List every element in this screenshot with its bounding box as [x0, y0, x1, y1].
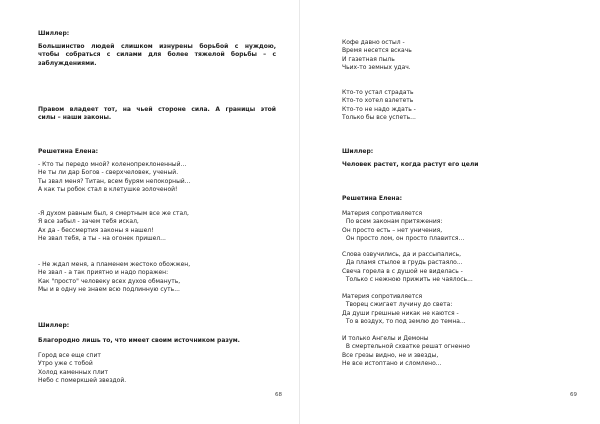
- poem-line: Холод каменных плит: [38, 368, 109, 376]
- poem-line: И газетная пыль: [342, 55, 395, 63]
- author-heading: Решетина Елена:: [342, 195, 403, 202]
- schiller-heading-2: [38, 322, 276, 330]
- author-heading: Шиллер:: [38, 30, 70, 37]
- page-number: 68: [275, 392, 282, 398]
- reshetina-heading-1: [38, 148, 276, 156]
- poem-line: Слова озвучились, да и рассыпались,: [342, 251, 462, 258]
- poem-line: Не звал - а так приятно и надо поражен:: [38, 269, 169, 277]
- poem-line: Ах да - бессмертия законы я нашел!: [38, 226, 154, 234]
- schiller-quote-2: [38, 106, 276, 123]
- poem-stanza-r5: [342, 293, 572, 327]
- poem-line: Он просто лом, он просто плавится...: [342, 235, 465, 243]
- poem-stanza-r3: [342, 210, 572, 244]
- poem-line: Материя сопротивляется: [342, 210, 423, 217]
- poem-line: Кто-то устал страдать: [342, 89, 414, 96]
- poem-line: Творец сжигает лучину до света:: [342, 301, 453, 309]
- quote-line: силы – наши законы.: [38, 114, 112, 122]
- poem-line: По всем законам притяжения:: [342, 218, 443, 226]
- poem-line: В смертельной схватке решат огненно: [342, 343, 470, 351]
- poem-stanza-r4: [342, 251, 572, 285]
- poem-line: Мы и в одну не знаем всю подлинную суть...: [38, 286, 180, 294]
- poem-line: То в воздух, то под землю до темна...: [342, 318, 466, 326]
- poem-line: А как ты робок стал в клетушке золоченой!: [38, 186, 178, 194]
- schiller-heading-1: [38, 30, 276, 38]
- poem-stanza-r1: [342, 39, 572, 73]
- poem-line: Не звал тебя, а ты - на огонек пришел...: [38, 235, 166, 243]
- poem-stanza-r2: [342, 89, 572, 123]
- poem-line: Он просто есть – нет уничения,: [342, 226, 443, 234]
- poem-line: Да пламя стылое в грудь растаяло...: [342, 259, 463, 267]
- poem-line: Не все истоптано и сломлено...: [342, 360, 442, 368]
- poem-stanza-3: [38, 261, 276, 295]
- poem-line: Чьих-то земных удач.: [342, 64, 411, 72]
- poem-line: Не ты ли дар Богов - сверхчеловек, ученый.: [38, 169, 179, 177]
- poem-line: Только с нежною прижить не чаялось...: [342, 276, 473, 284]
- schiller-quote-3: [38, 337, 276, 345]
- poem-line: Свеча горела в с душой не виделась -: [342, 267, 463, 275]
- poem-line: Время несется вскачь: [342, 47, 412, 55]
- poem-line: - Не ждал меня, а пламенем жестоко обожжен,: [38, 261, 191, 268]
- right-page: [300, 0, 600, 424]
- schiller-quote-r: [342, 161, 572, 169]
- author-heading: Шиллер:: [342, 148, 374, 155]
- poem-line: Материя сопротивляется: [342, 293, 423, 300]
- poem-stanza-2: [38, 210, 276, 244]
- poem-line: Утро уже с тобой: [38, 360, 93, 368]
- quote-line: Человек растет, когда растут его цели: [342, 161, 479, 168]
- poem-line: И только Ангелы и Демоны: [342, 335, 429, 342]
- poem-line: Город все еще спит: [38, 352, 101, 359]
- poem-stanza-1: [38, 161, 276, 195]
- quote-line: чтобы собраться с силами для более тяжелой борьбы – с: [38, 51, 276, 59]
- schiller-quote-1: [38, 43, 276, 68]
- reshetina-heading-r: [342, 195, 572, 203]
- poem-line: Да души грешные никак не каются -: [342, 309, 459, 317]
- poem-line: Как "просто" человеку всех духов обмануть,: [38, 277, 181, 285]
- quote-line: Благородно лишь то, что имеет своим источником разум.: [38, 337, 240, 344]
- poem-line: Ты звал меня? Титан, всем бурям непокорный...: [38, 177, 191, 185]
- author-heading: Шиллер:: [38, 322, 70, 329]
- quote-line: Правом владеет тот, на чьей стороне сила. А границы этой: [38, 106, 276, 113]
- poem-stanza-r6: [342, 335, 572, 369]
- quote-line: Большинство людей слишком изнурены борьбой с нуждою,: [38, 43, 276, 50]
- poem-line: Кто-то хотел взлететь: [342, 97, 414, 105]
- poem-stanza-4: [38, 352, 276, 386]
- schiller-heading-r: [342, 148, 572, 156]
- author-heading: Решетина Елена:: [38, 148, 99, 155]
- poem-line: Только бы все успеть...: [342, 114, 416, 122]
- page-number: 69: [570, 392, 577, 398]
- poem-line: Все грезы видно, не и звезды,: [342, 351, 439, 359]
- poem-line: Кофе давно остыл -: [342, 39, 405, 46]
- poem-line: - Кто ты передо мной? коленопреклоненный...: [38, 161, 187, 168]
- poem-line: Кто-то не надо ждать -: [342, 105, 416, 113]
- quote-line: заблуждениями.: [38, 59, 97, 67]
- poem-line: Небо с померкшей звездой.: [38, 377, 127, 385]
- poem-line: Я все забыл - зачем тебя искал,: [38, 218, 139, 226]
- poem-line: -Я духом равным был, я смертным все же стал,: [38, 210, 189, 217]
